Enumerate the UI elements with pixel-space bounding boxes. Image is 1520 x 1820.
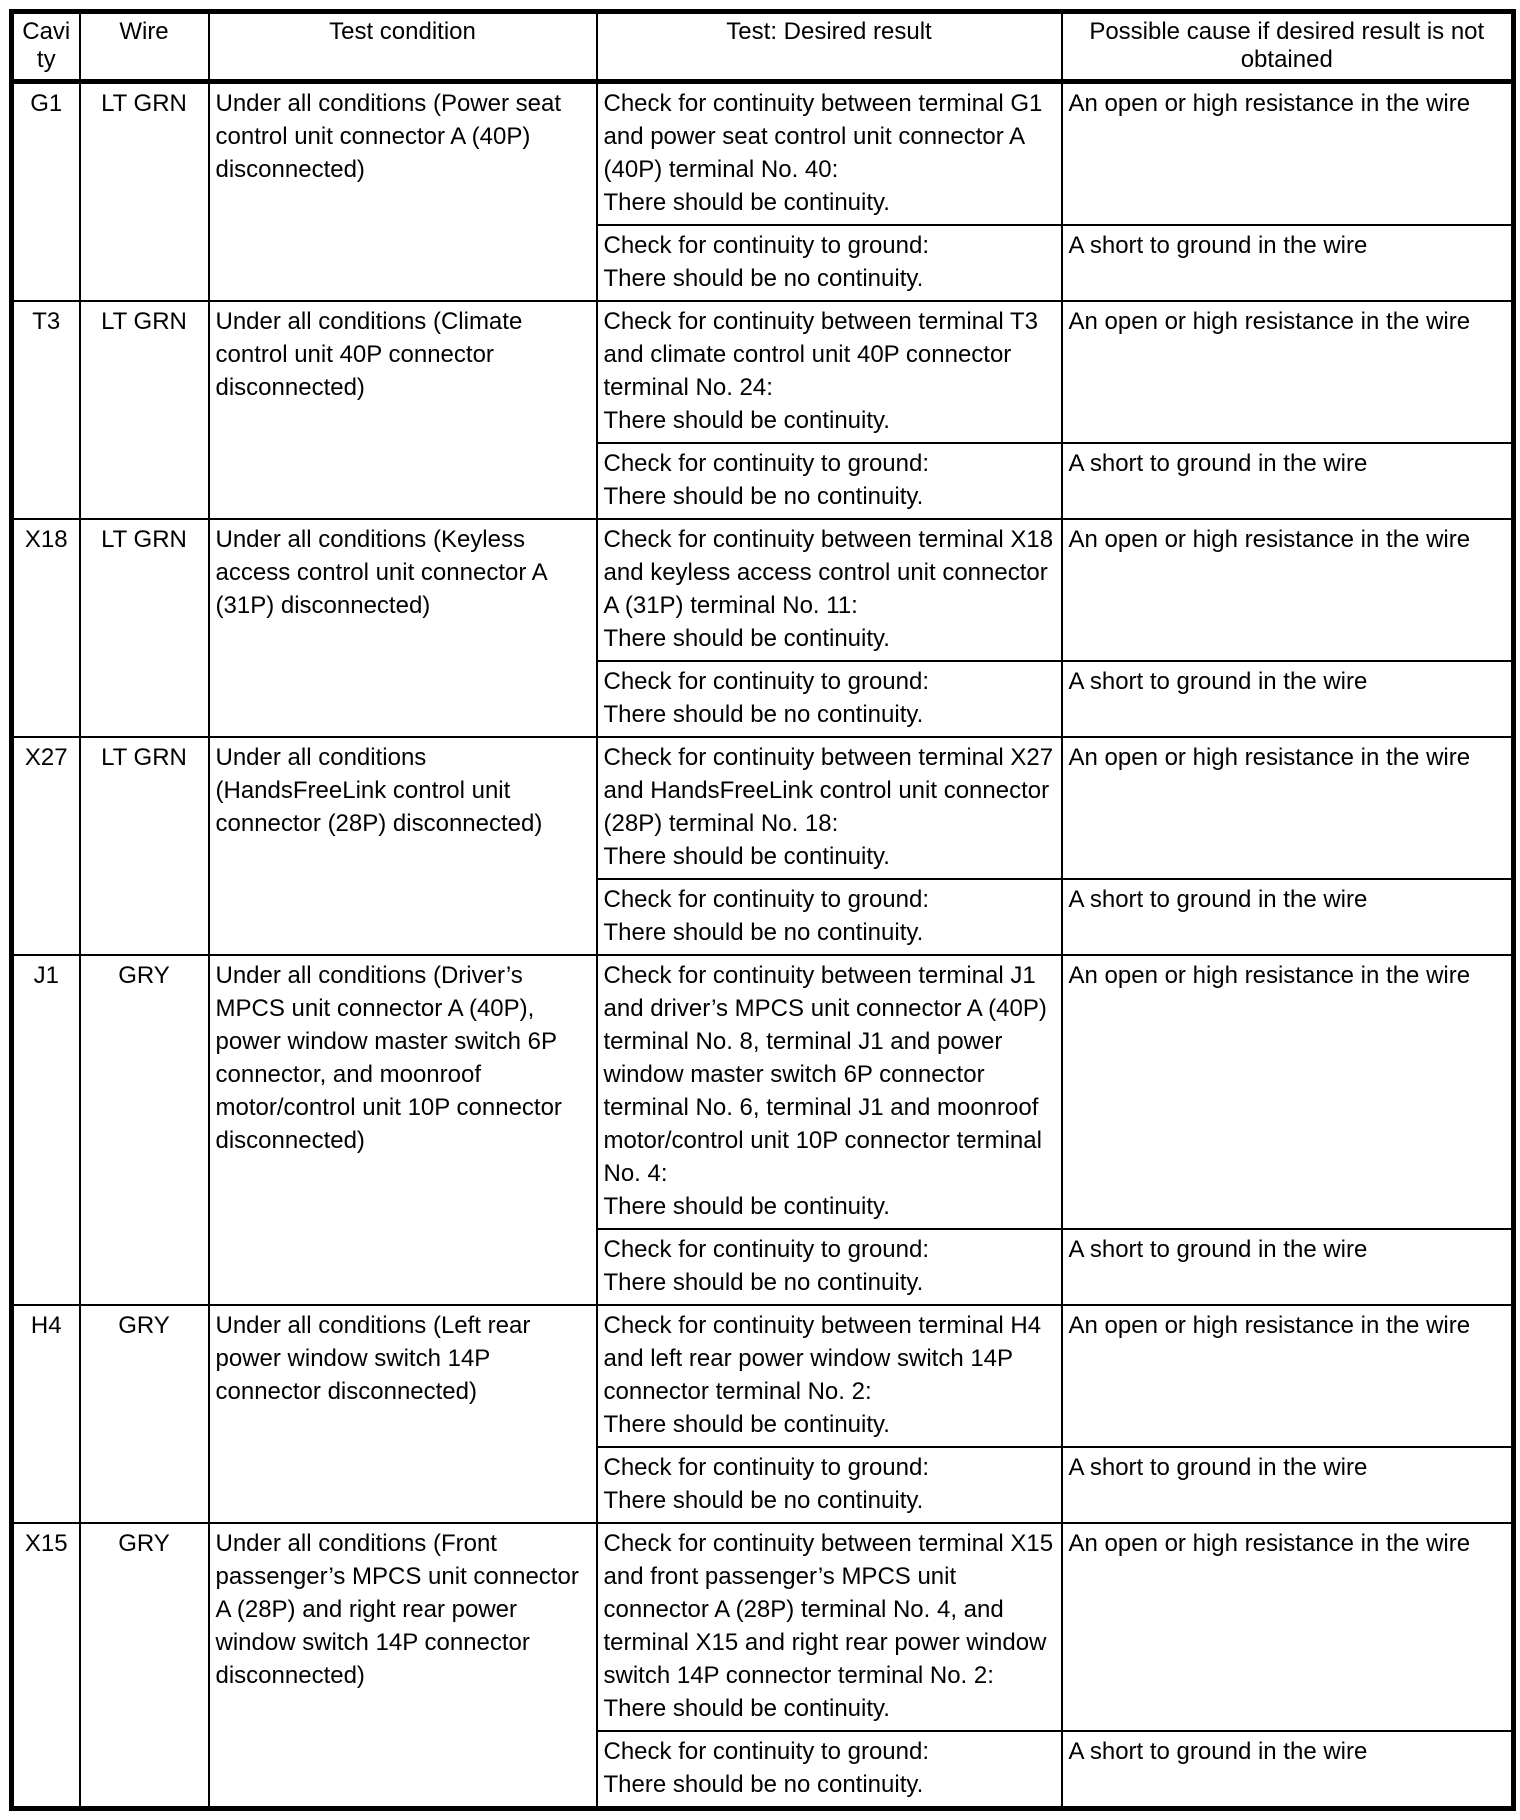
cavity-cell: T3: [12, 301, 80, 519]
test-result-text: There should be no continuity.: [603, 265, 924, 292]
header-cavity: Cavity: [12, 12, 80, 82]
table-row: [12, 301, 1514, 443]
test-condition-cell: Under all conditions (Power seat control unit connector A (40P) disconnected): [209, 82, 597, 302]
desired-result-cell: [597, 955, 1062, 1229]
test-condition-cell: Under all conditions (Front passenger’s MPCS unit connector A (28P) and right rear power window switch 14P connector disconnected): [209, 1523, 597, 1809]
possible-cause-cell: A short to ground in the wire: [1062, 661, 1514, 737]
desired-result-cell: [597, 301, 1062, 443]
cavity-cell: J1: [12, 955, 80, 1305]
test-check-text: Check for continuity to ground:: [603, 1738, 930, 1765]
cavity-cell: X18: [12, 519, 80, 737]
cavity-cell: H4: [12, 1305, 80, 1523]
table-row: [12, 737, 1514, 879]
possible-cause-cell: A short to ground in the wire: [1062, 225, 1514, 301]
test-check-text: Check for continuity between terminal X27 and HandsFreeLink control unit connector (28P) terminal No. 18:: [603, 744, 1054, 837]
header-test-condition: Test condition: [209, 12, 597, 82]
test-result-text: There should be no continuity.: [603, 1487, 924, 1514]
wire-cell: LT GRN: [80, 519, 209, 737]
desired-result-cell: [597, 519, 1062, 661]
possible-cause-cell: An open or high resistance in the wire: [1062, 82, 1514, 226]
table-row: [12, 82, 1514, 226]
possible-cause-cell: An open or high resistance in the wire: [1062, 519, 1514, 661]
wire-cell: LT GRN: [80, 301, 209, 519]
test-check-text: Check for continuity to ground:: [603, 1454, 930, 1481]
desired-result-cell: [597, 443, 1062, 519]
possible-cause-cell: A short to ground in the wire: [1062, 1731, 1514, 1809]
test-check-text: Check for continuity between terminal X15 and front passenger’s MPCS unit connector A (28P) terminal No. 4, and terminal X15 and right rear power window switch 14P connector terminal No. 2:: [603, 1530, 1054, 1689]
test-check-text: Check for continuity between terminal G1 and power seat control unit connector A (40P) terminal No. 40:: [603, 90, 1043, 183]
wire-cell: GRY: [80, 1523, 209, 1809]
table-row: [12, 519, 1514, 661]
table-body: [12, 82, 1514, 1809]
desired-result-cell: [597, 1305, 1062, 1447]
desired-result-cell: [597, 1229, 1062, 1305]
possible-cause-cell: An open or high resistance in the wire: [1062, 301, 1514, 443]
possible-cause-cell: A short to ground in the wire: [1062, 1447, 1514, 1523]
possible-cause-cell: An open or high resistance in the wire: [1062, 737, 1514, 879]
test-check-text: Check for continuity between terminal H4 and left rear power window switch 14P connector terminal No. 2:: [603, 1312, 1042, 1405]
table-row: [12, 1523, 1514, 1731]
test-result-text: There should be continuity.: [603, 1695, 890, 1722]
possible-cause-cell: An open or high resistance in the wire: [1062, 1523, 1514, 1731]
wire-continuity-test-table: [9, 9, 1516, 1811]
test-check-text: Check for continuity to ground:: [603, 450, 930, 477]
test-result-text: There should be no continuity.: [603, 1269, 924, 1296]
test-condition-cell: Under all conditions (HandsFreeLink control unit connector (28P) disconnected): [209, 737, 597, 955]
test-result-text: There should be continuity.: [603, 407, 890, 434]
possible-cause-cell: An open or high resistance in the wire: [1062, 955, 1514, 1229]
test-result-text: There should be continuity.: [603, 1193, 890, 1220]
cavity-cell: X27: [12, 737, 80, 955]
test-result-text: There should be no continuity.: [603, 483, 924, 510]
desired-result-cell: [597, 82, 1062, 226]
test-check-text: Check for continuity between terminal T3 and climate control unit 40P connector terminal No. 24:: [603, 308, 1038, 401]
test-condition-cell: Under all conditions (Driver’s MPCS unit connector A (40P), power window master switch 6P connector, and moonroof motor/control unit 10P connector disconnected): [209, 955, 597, 1305]
possible-cause-cell: A short to ground in the wire: [1062, 879, 1514, 955]
header-desired-result: Test: Desired result: [597, 12, 1062, 82]
desired-result-cell: [597, 661, 1062, 737]
test-check-text: Check for continuity between terminal J1 and driver’s MPCS unit connector A (40P) terminal No. 8, terminal J1 and power window master switch 6P connector terminal No. 6, terminal J1 and moonroof motor/control unit 10P connector terminal No. 4:: [603, 962, 1047, 1187]
desired-result-cell: [597, 879, 1062, 955]
possible-cause-cell: A short to ground in the wire: [1062, 443, 1514, 519]
header-wire: Wire: [80, 12, 209, 82]
test-condition-cell: Under all conditions (Climate control unit 40P connector disconnected): [209, 301, 597, 519]
cavity-cell: X15: [12, 1523, 80, 1809]
desired-result-cell: [597, 1731, 1062, 1809]
test-result-text: There should be continuity.: [603, 189, 890, 216]
wire-cell: LT GRN: [80, 82, 209, 302]
wire-cell: GRY: [80, 1305, 209, 1523]
table-row: [12, 955, 1514, 1229]
desired-result-cell: [597, 1523, 1062, 1731]
test-result-text: There should be continuity.: [603, 843, 890, 870]
test-check-text: Check for continuity to ground:: [603, 668, 930, 695]
test-result-text: There should be no continuity.: [603, 701, 924, 728]
wire-cell: GRY: [80, 955, 209, 1305]
desired-result-cell: [597, 737, 1062, 879]
possible-cause-cell: An open or high resistance in the wire: [1062, 1305, 1514, 1447]
header-possible-cause: Possible cause if desired result is not obtained: [1062, 12, 1514, 82]
test-result-text: There should be no continuity.: [603, 919, 924, 946]
header-row: [12, 12, 1514, 82]
test-check-text: Check for continuity between terminal X18 and keyless access control unit connector A (31P) terminal No. 11:: [603, 526, 1054, 619]
wire-cell: LT GRN: [80, 737, 209, 955]
possible-cause-cell: A short to ground in the wire: [1062, 1229, 1514, 1305]
cavity-cell: G1: [12, 82, 80, 302]
test-result-text: There should be continuity.: [603, 625, 890, 652]
test-check-text: Check for continuity to ground:: [603, 1236, 930, 1263]
desired-result-cell: [597, 225, 1062, 301]
test-result-text: There should be no continuity.: [603, 1771, 924, 1798]
test-check-text: Check for continuity to ground:: [603, 232, 930, 259]
test-condition-cell: Under all conditions (Keyless access control unit connector A (31P) disconnected): [209, 519, 597, 737]
test-check-text: Check for continuity to ground:: [603, 886, 930, 913]
desired-result-cell: [597, 1447, 1062, 1523]
table-row: [12, 1305, 1514, 1447]
test-condition-cell: Under all conditions (Left rear power window switch 14P connector disconnected): [209, 1305, 597, 1523]
test-result-text: There should be continuity.: [603, 1411, 890, 1438]
